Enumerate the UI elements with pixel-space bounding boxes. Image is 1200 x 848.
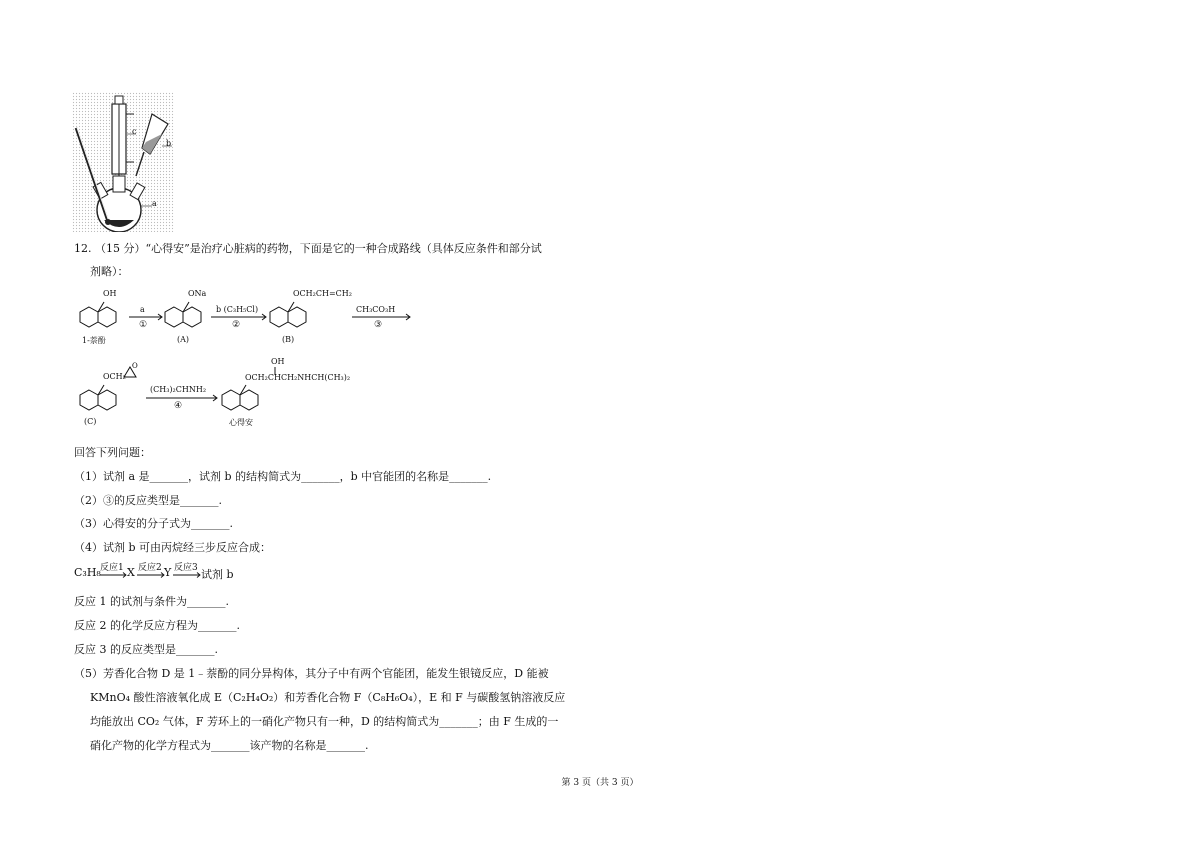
- question-3: （3）心得安的分子式为_______.: [74, 517, 233, 530]
- questions-prompt: 回答下列问题：: [74, 446, 151, 459]
- question-4c: 反应 3 的反应类型是_______.: [74, 643, 218, 656]
- question-points: （15 分）: [95, 242, 146, 255]
- step2-number: ②: [232, 320, 241, 330]
- question-2: （2）③的反应类型是_______.: [74, 494, 222, 507]
- question-5-line1: （5）芳香化合物 D 是 1﹣萘酚的同分异构体，其分子中有两个官能团，能发生银镜反应，D 能被: [74, 667, 549, 680]
- step2-reagent: b (C₃H₅Cl): [216, 305, 259, 314]
- compound-c-label: (C): [84, 417, 97, 426]
- svg-text:O: O: [132, 362, 138, 370]
- compound-b-substituent: OCH₂CH=CH₂: [293, 289, 352, 298]
- label-c: c: [132, 127, 137, 136]
- start-substituent: OH: [103, 289, 117, 298]
- product-chain: OCH₂CHCH₂NHCH(CH₃)₂: [245, 373, 351, 382]
- question-4: （4）试剂 b 可由丙烷经三步反应合成：: [74, 541, 272, 554]
- chain-y: Y: [164, 566, 172, 579]
- chain-reaction3: 反应3: [174, 563, 198, 573]
- step1-number: ①: [139, 320, 148, 330]
- compound-a-label: (A): [177, 335, 190, 344]
- question-5-line4: 硝化产物的化学方程式为_______该产物的名称是_______.: [90, 739, 369, 752]
- apparatus-figure: [72, 92, 174, 232]
- synthesis-scheme: [74, 285, 434, 435]
- question-intro: [74, 240, 542, 256]
- question-intro-line2: 剂略）：: [90, 265, 129, 278]
- question-4b: 反应 2 的化学反应方程为_______.: [74, 619, 240, 632]
- label-b: b: [166, 139, 172, 148]
- page-footer: 第 3 页（共 3 页）: [561, 778, 639, 788]
- question-number: 12.: [74, 242, 92, 255]
- chain-end: 试剂 b: [201, 568, 234, 581]
- product-oh: OH: [271, 357, 285, 366]
- step3-reagent: CH₃CO₃H: [356, 305, 396, 314]
- question-1: （1）试剂 a 是_______，试剂 b 的结构简式为_______，b 中官能团的名称是_______.: [74, 470, 492, 483]
- label-a: a: [152, 199, 157, 208]
- step4-number: ④: [174, 401, 183, 411]
- step4-reagent: (CH₃)₂CHNH₂: [150, 385, 207, 394]
- question-intro-line1: “心得安”是治疗心脏病的药物，下面是它的一种合成路线（具体反应条件和部分试: [145, 242, 542, 255]
- question-5-line2: KMnO₄ 酸性溶液氧化成 E（C₂H₄O₂）和芳香化合物 F（C₈H₆O₄），E 和 F 与碳酸氢钠溶液反应: [90, 691, 566, 704]
- reaction-chain: [74, 558, 274, 582]
- step3-number: ③: [374, 320, 383, 330]
- question-5-line3: 均能放出 CO₂ 气体，F 芳环上的一硝化产物只有一种，D 的结构简式为_______；由 F 生成的一: [90, 715, 559, 728]
- step1-reagent: a: [140, 305, 145, 314]
- compound-c-substituent: OCH₂: [103, 372, 126, 381]
- chain-reaction1: 反应1: [100, 563, 124, 573]
- chain-x: X: [127, 566, 135, 579]
- chain-start: C₃H₈: [74, 566, 101, 579]
- compound-a-substituent: ONa: [188, 289, 207, 298]
- product-label: 心得安: [229, 418, 253, 427]
- chain-reaction2: 反应2: [138, 563, 162, 573]
- compound-b-label: (B): [282, 335, 295, 344]
- start-label: 1-萘酚: [82, 336, 106, 345]
- question-4a: 反应 1 的试剂与条件为_______.: [74, 595, 229, 608]
